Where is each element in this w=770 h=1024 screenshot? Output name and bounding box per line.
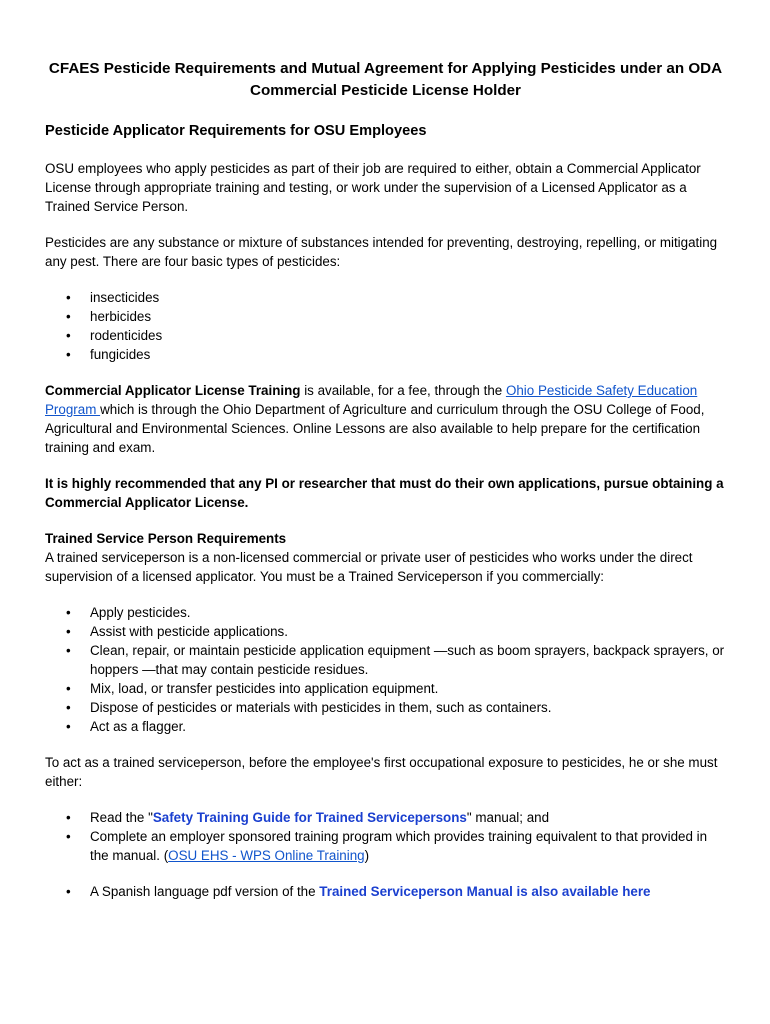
section-heading: Pesticide Applicator Requirements for OSU Employees (45, 123, 427, 139)
pesticides-definition: Pesticides are any substance or mixture of substances intended for preventing, destroying, repelling, or mitigating any pest. There are four basic types of pesticides: (45, 235, 718, 269)
spanish-manual-link[interactable]: Trained Serviceperson Manual is also available here (319, 884, 651, 899)
read-post: " manual; and (466, 810, 550, 825)
osu-ehs-wps-link[interactable]: OSU EHS - WPS Online Training (168, 848, 365, 863)
tsp-heading: Trained Service Person Requirements (45, 531, 287, 546)
list-item: • herbicides (45, 307, 726, 326)
requirements-list (45, 808, 726, 865)
spanish-pre: A Spanish language pdf version of the (90, 884, 320, 899)
list-item (45, 882, 726, 901)
tsp-paragraph: A trained serviceperson is a non-licensed commercial or private user of pesticides who works under the direct supervision of a licensed applicator. You must be a Trained Serviceperson if you commercially: (45, 550, 693, 584)
recommendation-paragraph: It is highly recommended that any PI or researcher that must do their own applications, pursue obtaining a Commercial Applicator License. (45, 476, 724, 510)
document-title: CFAES Pesticide Requirements and Mutual Agreement for Applying Pesticides under an ODA Commercial Pesticide License Holder (48, 60, 723, 99)
intro-paragraph: OSU employees who apply pesticides as part of their job are required to either, obtain a Commercial Applicator License through appropriate training and testing, or work under the supervision of a Licensed Applicator as a Trained Service Person. (45, 161, 701, 214)
license-training-paragraph (45, 381, 726, 457)
list-item: • Mix, load, or transfer pesticides into application equipment. (45, 679, 726, 698)
list-item: • Assist with pesticide applications. (45, 622, 726, 641)
safety-training-guide-link[interactable]: Safety Training Guide for Trained Servicepersons (152, 810, 467, 825)
ohio-psep-link[interactable]: Ohio Pesticide Safety Education Program (45, 383, 698, 417)
license-training-bold: Commercial Applicator License Training (45, 383, 301, 398)
complete-pre: Complete an employer sponsored training program which provides training equivalent to that provided in the manual. ( (90, 829, 708, 863)
tsp-duties-list (45, 603, 726, 736)
list-item (45, 827, 726, 865)
list-item: • rodenticides (45, 326, 726, 345)
list-item: • Clean, repair, or maintain pesticide application equipment —such as boom sprayers, backpack sprayers, or hoppers —that may contain pesticide residues. (45, 641, 726, 679)
list-item: • Act as a flagger. (45, 717, 726, 736)
list-item: • Dispose of pesticides or materials with pesticides in them, such as containers. (45, 698, 726, 717)
to-act-paragraph: To act as a trained serviceperson, before the employee's first occupational exposure to pesticides, he or she must either: (45, 755, 718, 789)
list-item: • fungicides (45, 345, 726, 364)
spanish-list (45, 882, 726, 901)
list-item: • Apply pesticides. (45, 603, 726, 622)
list-item (45, 808, 726, 827)
read-pre: Read the " (90, 810, 153, 825)
license-training-text1: is available, for a fee, through the (300, 383, 506, 398)
complete-post: ) (364, 848, 370, 863)
list-item: • insecticides (45, 288, 726, 307)
license-training-text2: which is through the Ohio Department of Agriculture and curriculum through the OSU College of Food, Agricultural and Environmental Sciences. Online Lessons are also available to help prepare for the certification training and exam. (45, 402, 705, 455)
pesticide-types-list (45, 288, 726, 364)
